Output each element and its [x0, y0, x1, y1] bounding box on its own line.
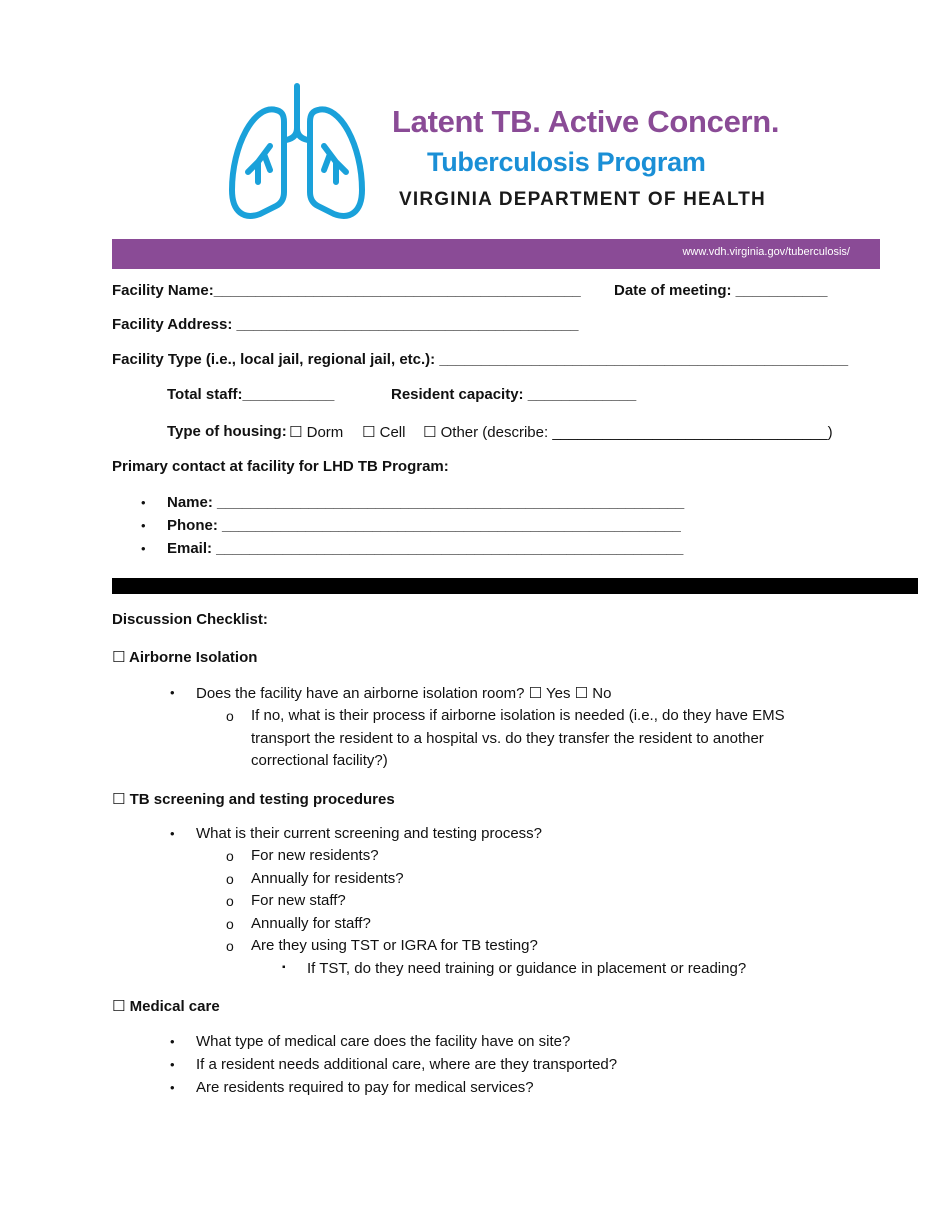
bullet: • [141, 541, 146, 556]
contact-name-field[interactable]: Name: ________________________________________________________ [167, 494, 685, 511]
sub-bullet: o [226, 916, 234, 932]
screening-subquestion: Are they using TST or IGRA for TB testing? [251, 937, 538, 954]
bullet: • [170, 1057, 175, 1072]
bullet: • [141, 495, 146, 510]
sub-bullet: o [226, 893, 234, 909]
department-name: VIRGINIA DEPARTMENT OF HEALTH [399, 189, 766, 210]
housing-type-label: Type of housing: [167, 423, 287, 440]
checklist-title: Discussion Checklist: [112, 611, 268, 628]
medical-question: What type of medical care does the facility have on site? [196, 1033, 571, 1050]
screening-subquestion: Annually for staff? [251, 915, 371, 932]
facility-name-field[interactable]: Facility Name:____________________________________________ [112, 282, 581, 299]
bullet: • [141, 518, 146, 533]
sub-bullet: o [226, 938, 234, 954]
screening-subquestion: Annually for residents? [251, 870, 404, 887]
screening-question: What is their current screening and testing process? [196, 825, 543, 842]
airborne-subquestion-line: transport the resident to a hospital vs. do they transfer the resident to another [251, 730, 764, 747]
housing-cell-checkbox[interactable]: ☐ Cell [362, 424, 406, 441]
bullet: • [170, 1034, 175, 1049]
tb-screening-checkbox[interactable]: ☐ TB screening and testing procedures [112, 791, 395, 808]
airborne-subquestion-line: correctional facility?) [251, 752, 388, 769]
facility-address-field[interactable]: Facility Address: _________________________________________ [112, 316, 579, 333]
housing-dorm-checkbox[interactable]: ☐ Dorm [289, 424, 344, 441]
primary-contact-heading: Primary contact at facility for LHD TB Program: [112, 458, 449, 475]
airborne-isolation-checkbox[interactable]: ☐ Airborne Isolation [112, 649, 258, 666]
program-title: Tuberculosis Program [427, 147, 706, 177]
medical-question: If a resident needs additional care, where are they transported? [196, 1056, 618, 1073]
contact-email-field[interactable]: Email: ________________________________________________________ [167, 540, 684, 557]
bullet: • [170, 826, 175, 841]
housing-other-checkbox[interactable]: ☐ Other (describe: _________________________________) [423, 424, 833, 441]
header-banner [112, 239, 880, 269]
contact-phone-field[interactable]: Phone: _______________________________________________________ [167, 517, 681, 534]
medical-question: Are residents required to pay for medical services? [196, 1079, 534, 1096]
bullet: • [170, 1080, 175, 1095]
sub-sub-bullet: ▪ [282, 962, 286, 973]
medical-care-checkbox[interactable]: ☐ Medical care [112, 998, 220, 1015]
facility-type-field[interactable]: Facility Type (i.e., local jail, regional jail, etc.): _________________________________________________ [112, 351, 849, 368]
website-link[interactable]: www.vdh.virginia.gov/tuberculosis/ [682, 246, 850, 258]
lungs-icon [226, 82, 368, 224]
tagline: Latent TB. Active Concern. [392, 104, 780, 139]
airborne-subquestion-line: If no, what is their process if airborne isolation is needed (i.e., do they have EMS [251, 707, 785, 724]
section-divider [112, 578, 918, 594]
airborne-question: Does the facility have an airborne isolation room? ☐ Yes ☐ No [196, 685, 612, 702]
screening-subquestion: For new residents? [251, 847, 379, 864]
resident-capacity-field[interactable]: Resident capacity: _____________ [391, 386, 637, 403]
screening-subsubquestion: If TST, do they need training or guidance in placement or reading? [307, 960, 747, 977]
date-of-meeting-field[interactable]: Date of meeting: ___________ [614, 282, 828, 299]
bullet: • [170, 685, 175, 700]
sub-bullet: o [226, 871, 234, 887]
total-staff-field[interactable]: Total staff:___________ [167, 386, 335, 403]
sub-bullet: o [226, 848, 234, 864]
screening-subquestion: For new staff? [251, 892, 346, 909]
sub-bullet: o [226, 708, 234, 724]
